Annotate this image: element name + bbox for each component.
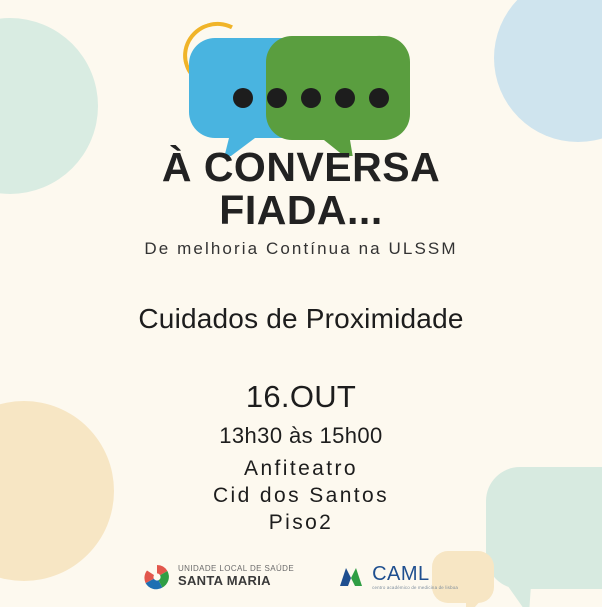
poster-venue-line3: Piso2 xyxy=(268,510,334,534)
bubble-dot xyxy=(267,88,287,108)
ulssm-logo-line2: SANTA MARIA xyxy=(177,573,271,589)
bubble-dot xyxy=(335,88,355,108)
speech-bubbles-logo xyxy=(0,16,602,156)
ulssm-logo xyxy=(144,564,294,590)
poster-topic: Cuidados de Proximidade xyxy=(138,302,464,334)
bubble-dot xyxy=(301,88,321,108)
poster-title-line1: À CONVERSA xyxy=(161,144,441,190)
decorative-bubble-small-tail xyxy=(466,599,482,607)
poster-content xyxy=(0,146,602,535)
poster-time: 13h30 às 15h00 xyxy=(219,422,383,448)
ulssm-mark-icon xyxy=(144,564,170,590)
caml-logo-text xyxy=(372,563,458,591)
bubble-dot xyxy=(369,88,389,108)
speech-bubbles-logo-icon xyxy=(0,16,602,156)
footer-logos xyxy=(0,563,602,591)
caml-logo-tagline: centro académico de medicina de lisboa xyxy=(372,585,459,591)
caml-mark-icon xyxy=(338,566,364,588)
caml-logo xyxy=(338,563,458,591)
poster-venue-line2: Cid dos Santos xyxy=(212,483,390,507)
ulssm-logo-text xyxy=(178,565,294,589)
ulssm-logo-line1: UNIDADE LOCAL DE SAÚDE xyxy=(177,564,295,574)
bubble-dot xyxy=(233,88,253,108)
poster-date: 16.OUT xyxy=(245,378,357,414)
poster-title-line2: FIADA... xyxy=(219,187,383,234)
poster-subtitle: De melhoria Contínua na ULSSM xyxy=(144,238,458,258)
poster-venue-line1: Anfiteatro xyxy=(244,456,358,480)
caml-logo-name: CAML xyxy=(372,562,430,585)
